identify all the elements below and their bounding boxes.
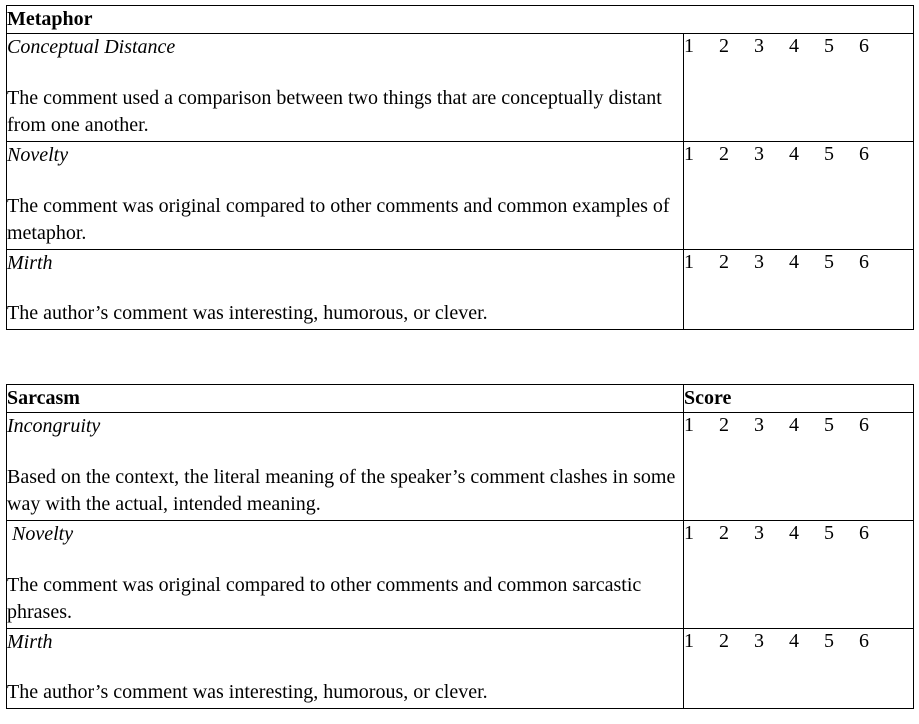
criterion-cell	[7, 142, 684, 250]
score-option[interactable]: 4	[789, 143, 799, 165]
score-option[interactable]: 2	[719, 414, 729, 436]
score-scale	[684, 629, 914, 709]
criterion-name: Mirth	[7, 631, 53, 653]
score-option[interactable]: 1	[684, 251, 694, 273]
score-option[interactable]: 4	[789, 35, 799, 57]
metaphor-criterion-row	[7, 250, 914, 330]
score-option[interactable]: 3	[754, 630, 764, 652]
sarcasm-criterion-row	[7, 521, 914, 629]
score-option[interactable]: 6	[859, 630, 869, 652]
criterion-description: The author’s comment was interesting, humorous, or clever.	[7, 681, 488, 703]
score-option[interactable]: 3	[754, 35, 764, 57]
score-scale	[684, 34, 914, 142]
criterion-cell	[7, 250, 684, 330]
criterion-description: The comment used a comparison between two things that are conceptually distant from one another.	[7, 87, 662, 136]
score-option[interactable]: 1	[684, 143, 694, 165]
criterion-cell	[7, 629, 684, 709]
score-scale	[684, 413, 914, 521]
score-option[interactable]: 3	[754, 414, 764, 436]
metaphor-rubric-table	[6, 5, 914, 330]
metaphor-criterion-row	[7, 34, 914, 142]
score-option[interactable]: 3	[754, 143, 764, 165]
sarcasm-header: Sarcasm	[7, 385, 684, 413]
metaphor-header-row	[7, 6, 914, 34]
score-option[interactable]: 5	[824, 251, 834, 273]
score-option[interactable]: 1	[684, 522, 694, 544]
score-option[interactable]: 6	[859, 251, 869, 273]
criterion-cell	[7, 34, 684, 142]
score-option[interactable]: 6	[859, 143, 869, 165]
score-option[interactable]: 5	[824, 143, 834, 165]
score-option[interactable]: 4	[789, 630, 799, 652]
score-option[interactable]: 6	[859, 414, 869, 436]
score-header: Score	[684, 385, 914, 413]
score-scale	[684, 142, 914, 250]
score-option[interactable]: 4	[789, 414, 799, 436]
score-option[interactable]: 4	[789, 522, 799, 544]
score-option[interactable]: 2	[719, 35, 729, 57]
metaphor-criterion-row	[7, 142, 914, 250]
sarcasm-rubric-table	[6, 384, 914, 709]
score-option[interactable]: 2	[719, 143, 729, 165]
score-option[interactable]: 5	[824, 414, 834, 436]
score-option[interactable]: 2	[719, 251, 729, 273]
criterion-cell	[7, 521, 684, 629]
sarcasm-header-row	[7, 385, 914, 413]
criterion-description: The comment was original compared to other comments and common sarcastic phrases.	[7, 574, 642, 623]
criterion-cell	[7, 413, 684, 521]
criterion-name: Conceptual Distance	[7, 36, 176, 58]
score-option[interactable]: 1	[684, 630, 694, 652]
metaphor-header: Metaphor	[7, 6, 914, 34]
score-option[interactable]: 6	[859, 35, 869, 57]
score-option[interactable]: 2	[719, 630, 729, 652]
criterion-name: Incongruity	[7, 415, 101, 437]
criterion-description: Based on the context, the literal meaning of the speaker’s comment clashes in some way with the actual, intended meaning.	[7, 466, 676, 515]
score-option[interactable]: 5	[824, 35, 834, 57]
score-option[interactable]: 1	[684, 35, 694, 57]
criterion-name: Novelty	[7, 144, 69, 166]
criterion-description: The comment was original compared to other comments and common examples of metaphor.	[7, 195, 670, 244]
sarcasm-criterion-row	[7, 413, 914, 521]
score-option[interactable]: 1	[684, 414, 694, 436]
score-scale	[684, 250, 914, 330]
score-option[interactable]: 4	[789, 251, 799, 273]
score-option[interactable]: 6	[859, 522, 869, 544]
score-option[interactable]: 3	[754, 251, 764, 273]
score-option[interactable]: 2	[719, 522, 729, 544]
criterion-name: Novelty	[12, 523, 74, 545]
score-option[interactable]: 5	[824, 630, 834, 652]
score-option[interactable]: 5	[824, 522, 834, 544]
criterion-description: The author’s comment was interesting, humorous, or clever.	[7, 302, 488, 324]
sarcasm-criterion-row	[7, 629, 914, 709]
score-option[interactable]: 3	[754, 522, 764, 544]
score-scale	[684, 521, 914, 629]
criterion-name: Mirth	[7, 252, 53, 274]
